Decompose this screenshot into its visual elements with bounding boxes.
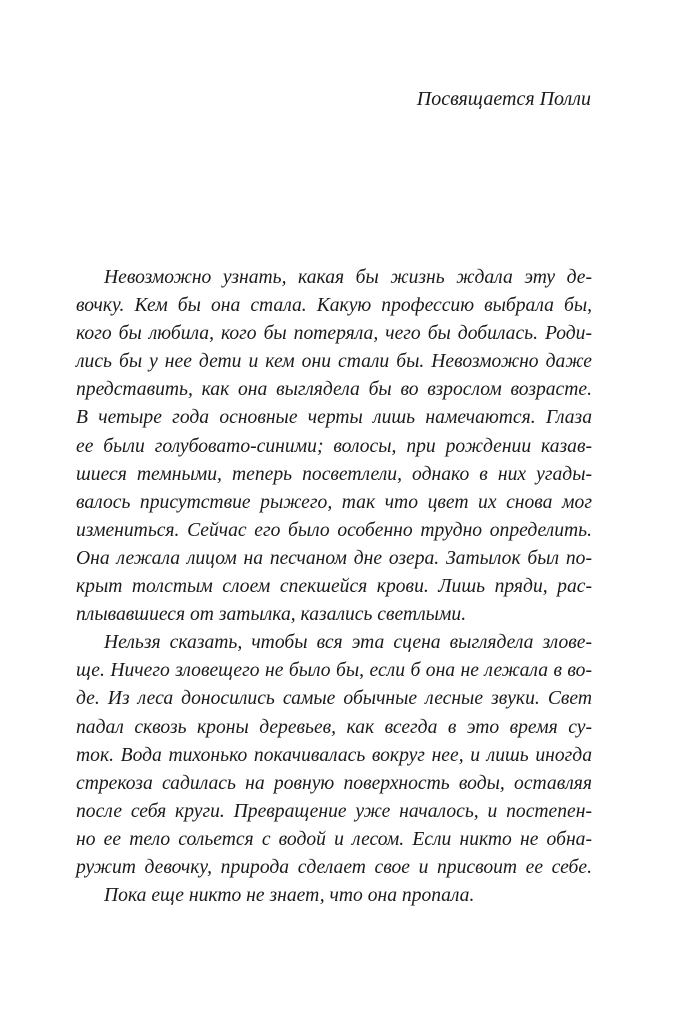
text-line: крыт толстым слоем спекшейся крови. Лишь пряди, рас- bbox=[76, 576, 592, 598]
text-line: ружит девочку, природа сделает свое и присвоит ее себе. bbox=[76, 856, 592, 878]
text-line: де. Из леса доносились самые обычные лесные звуки. Свет bbox=[76, 688, 592, 710]
text-line: но ее тело сольется с водой и лесом. Если никто не обна- bbox=[76, 828, 592, 850]
text-line: Нельзя сказать, чтобы вся эта сцена выглядела злове- bbox=[104, 632, 592, 654]
text-line: измениться. Сейчас его было особенно трудно определить. bbox=[76, 519, 592, 541]
text-line: Она лежала лицом на песчаном дне озера. Затылок был по- bbox=[76, 547, 592, 569]
text-line: плывавшиеся от затылка, казались светлыми. bbox=[76, 604, 467, 626]
body-text bbox=[76, 264, 592, 910]
dedication: Посвящается Полли bbox=[416, 88, 591, 110]
text-line: Невозможно узнать, какая бы жизнь ждала эту де- bbox=[104, 267, 592, 288]
text-line: валось присутствие рыжего, так что цвет их снова мог bbox=[76, 491, 592, 513]
text-line: Пока еще никто не знает, что она пропала. bbox=[104, 885, 475, 907]
text-line: вочку. Кем бы она стала. Какую профессию выбрала бы, bbox=[76, 295, 592, 317]
text-line: В четыре года основные черты лишь намечаются. Глаза bbox=[76, 407, 592, 429]
text-line: ее были голубовато-синими; волосы, при рождении казав- bbox=[76, 435, 592, 457]
text-line: лись бы у нее дети и кем они стали бы. Невозможно даже bbox=[76, 351, 592, 373]
text-line: шиеся темными, теперь посветлели, однако в них угады- bbox=[76, 463, 592, 485]
text-line: ще. Ничего зловещего не было бы, если б она не лежала в во- bbox=[76, 660, 592, 682]
text-line: ток. Вода тихонько покачивалась вокруг нее, и лишь иногда bbox=[76, 744, 592, 766]
text-line: кого бы любила, кого бы потеряла, чего бы добилась. Роди- bbox=[76, 323, 592, 345]
text-line: падал сквозь кроны деревьев, как всегда в это время су- bbox=[76, 716, 592, 738]
text-line: после себя круги. Превращение уже началось, и постепен- bbox=[76, 800, 592, 822]
text-line: стрекоза садилась на ровную поверхность воды, оставляя bbox=[76, 772, 592, 794]
text-line: представить, как она выглядела бы во взрослом возрасте. bbox=[76, 379, 592, 401]
